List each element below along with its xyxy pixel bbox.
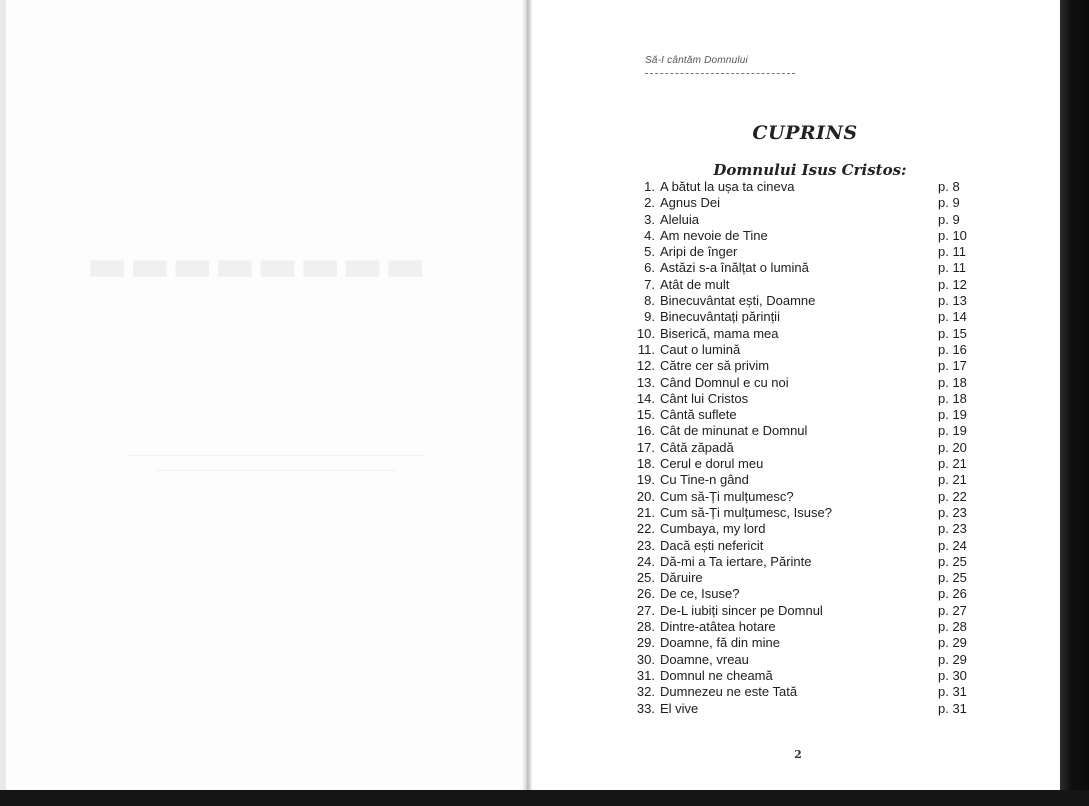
toc-entry-number: 16. xyxy=(636,423,655,439)
bleed-through-title: ▬▬▬▬▬▬▬▬ xyxy=(85,240,426,291)
toc-entry-title: Dăruire xyxy=(660,570,703,586)
toc-entry-number: 32. xyxy=(636,684,655,700)
toc-entry-title: Binecuvântat ești, Doamne xyxy=(660,293,816,309)
toc-entry-number: 5. xyxy=(644,244,655,260)
toc-entry xyxy=(630,586,990,602)
toc-entry xyxy=(630,326,990,342)
toc-entry-number: 25. xyxy=(636,570,655,586)
toc-entry-page: p. 13 xyxy=(938,293,967,309)
toc-entry-page: p. 30 xyxy=(938,667,967,683)
toc-entry-number: 7. xyxy=(644,276,655,292)
toc-entry-number: 22. xyxy=(636,521,655,537)
toc-entry-page: p. 15 xyxy=(938,325,967,341)
toc-entry xyxy=(630,456,990,472)
toc-entry-number: 3. xyxy=(644,211,655,227)
bleed-through-line xyxy=(126,455,426,456)
toc-entry-page: p. 29 xyxy=(938,635,967,651)
toc-entry xyxy=(630,179,990,195)
toc-entry xyxy=(630,619,990,635)
toc-entry-number: 31. xyxy=(636,667,655,683)
toc-entry-number: 9. xyxy=(644,309,655,325)
toc-entry-page: p. 25 xyxy=(938,553,967,569)
book-gutter xyxy=(522,0,532,790)
toc-entry xyxy=(630,342,990,358)
toc-entry-page: p. 10 xyxy=(938,227,967,243)
toc-entry-title: Atât de mult xyxy=(660,276,730,292)
toc-entry xyxy=(630,538,990,554)
toc-entry-number: 4. xyxy=(644,227,655,243)
toc-entry-title: Dă-mi a Ta iertare, Părinte xyxy=(660,553,812,569)
scanner-right-edge xyxy=(1060,0,1089,806)
toc-entry-title: Am nevoie de Tine xyxy=(660,227,768,243)
toc-entry-number: 33. xyxy=(636,700,655,716)
toc-entry-number: 29. xyxy=(636,635,655,651)
toc-entry xyxy=(630,391,990,407)
toc-entry-page: p. 29 xyxy=(938,651,967,667)
toc-entry-title: Dintre-atâtea hotare xyxy=(660,619,776,635)
running-head-rule xyxy=(645,73,795,74)
toc-entry-number: 21. xyxy=(636,504,655,520)
toc-entry-page: p. 18 xyxy=(938,390,967,406)
toc-entry-page: p. 11 xyxy=(938,244,966,260)
toc-entry xyxy=(630,603,990,619)
toc-entry xyxy=(630,668,990,684)
table-of-contents xyxy=(630,179,990,717)
toc-entry xyxy=(630,293,990,309)
toc-entry-number: 12. xyxy=(636,358,655,374)
toc-entry xyxy=(630,570,990,586)
toc-entry xyxy=(630,652,990,668)
toc-entry xyxy=(630,635,990,651)
toc-entry-page: p. 8 xyxy=(938,179,960,194)
toc-entry-number: 20. xyxy=(636,488,655,504)
running-head: Să-I cântăm Domnului xyxy=(645,55,748,66)
toc-entry-number: 19. xyxy=(636,472,655,488)
toc-entry-page: p. 11 xyxy=(938,260,966,276)
toc-entry xyxy=(630,260,990,276)
toc-entry-number: 24. xyxy=(636,553,655,569)
toc-entry xyxy=(630,244,990,260)
left-page xyxy=(6,0,524,790)
toc-entry-page: p. 17 xyxy=(938,358,967,374)
toc-entry-page: p. 20 xyxy=(938,439,967,455)
toc-entry xyxy=(630,472,990,488)
toc-entry-page: p. 21 xyxy=(938,472,967,488)
toc-entry-page: p. 19 xyxy=(938,423,967,439)
toc-entry xyxy=(630,358,990,374)
toc-entry xyxy=(630,309,990,325)
toc-entry xyxy=(630,407,990,423)
toc-entry-number: 23. xyxy=(636,537,655,553)
toc-entry-title: Cântă suflete xyxy=(660,407,737,423)
contents-title: CUPRINS xyxy=(752,122,858,144)
toc-entry-title: El vive xyxy=(660,700,699,716)
toc-entry-page: p. 24 xyxy=(938,537,967,553)
toc-entry-title: Cumbaya, my lord xyxy=(660,521,766,537)
toc-entry-title: Către cer să privim xyxy=(660,358,770,374)
toc-entry-page: p. 23 xyxy=(938,504,967,520)
toc-entry-number: 14. xyxy=(636,390,655,406)
toc-entry-page: p. 12 xyxy=(938,276,967,292)
toc-entry-number: 30. xyxy=(636,651,655,667)
toc-entry-number: 26. xyxy=(636,586,655,602)
toc-entry-title: A bătut la ușa ta cineva xyxy=(660,179,795,194)
toc-entry-title: Cât de minunat e Domnul xyxy=(660,423,808,439)
toc-entry-number: 28. xyxy=(636,619,655,635)
toc-entry-page: p. 9 xyxy=(938,195,960,211)
toc-entry xyxy=(630,440,990,456)
section-title: Domnului Isus Cristos: xyxy=(713,161,907,179)
toc-entry-title: Domnul ne cheamă xyxy=(660,667,773,683)
toc-entry-number: 10. xyxy=(636,325,655,341)
page-number: 2 xyxy=(794,748,802,761)
toc-entry-title: Binecuvântați părinții xyxy=(660,309,780,325)
toc-entry xyxy=(630,505,990,521)
toc-entry xyxy=(630,684,990,700)
toc-entry-title: Aleluia xyxy=(660,211,700,227)
toc-entry-page: p. 18 xyxy=(938,374,967,390)
toc-entry-title: Agnus Dei xyxy=(660,195,720,211)
toc-entry-page: p. 27 xyxy=(938,602,967,618)
toc-entry-number: 13. xyxy=(636,374,655,390)
toc-entry-number: 15. xyxy=(636,407,655,423)
toc-entry-page: p. 21 xyxy=(938,456,967,472)
toc-entry xyxy=(630,277,990,293)
toc-entry xyxy=(630,212,990,228)
toc-entry-page: p. 19 xyxy=(938,407,967,423)
toc-entry-page: p. 28 xyxy=(938,619,967,635)
toc-entry-page: p. 14 xyxy=(938,309,967,325)
toc-entry xyxy=(630,489,990,505)
toc-entry-title: Dumnezeu ne este Tată xyxy=(660,684,798,700)
toc-entry-title: Doamne, vreau xyxy=(660,651,749,667)
toc-entry-number: 17. xyxy=(636,439,655,455)
toc-entry-title: Caut o lumină xyxy=(660,341,741,357)
toc-entry-page: p. 22 xyxy=(938,488,967,504)
toc-entry-title: Astăzi s-a înălțat o lumină xyxy=(660,260,809,276)
toc-entry xyxy=(630,521,990,537)
toc-entry-title: Cum să-Ți mulțumesc, Isuse? xyxy=(660,504,832,520)
toc-entry-page: p. 31 xyxy=(938,684,967,700)
toc-entry xyxy=(630,423,990,439)
toc-entry-title: Aripi de înger xyxy=(660,244,738,260)
toc-entry-page: p. 16 xyxy=(938,341,967,357)
toc-entry-title: De-L iubiți sincer pe Domnul xyxy=(660,602,823,618)
toc-entry-title: Cu Tine-n gând xyxy=(660,472,749,488)
toc-entry-title: Cum să-Ți mulțumesc? xyxy=(660,488,794,504)
scanner-bottom-edge xyxy=(0,790,1089,806)
toc-entry-page: p. 31 xyxy=(938,700,967,716)
toc-entry-title: Cerul e dorul meu xyxy=(660,456,764,472)
toc-entry xyxy=(630,195,990,211)
toc-entry-page: p. 25 xyxy=(938,570,967,586)
toc-entry-number: 27. xyxy=(636,602,655,618)
toc-entry-title: Dacă ești nefericit xyxy=(660,537,764,553)
toc-entry-title: Când Domnul e cu noi xyxy=(660,374,789,390)
bleed-through-line xyxy=(156,470,396,471)
toc-entry-number: 8. xyxy=(644,293,655,309)
toc-entry-title: Câtă zăpadă xyxy=(660,439,734,455)
toc-entry-number: 1. xyxy=(644,179,655,194)
toc-entry-title: Biserică, mama mea xyxy=(660,325,779,341)
toc-entry-page: p. 23 xyxy=(938,521,967,537)
toc-entry-page: p. 9 xyxy=(938,211,960,227)
toc-entry-number: 11. xyxy=(637,341,655,357)
toc-entry-title: Cânt lui Cristos xyxy=(660,390,749,406)
toc-entry xyxy=(630,375,990,391)
toc-entry-page: p. 26 xyxy=(938,586,967,602)
toc-entry xyxy=(630,228,990,244)
toc-entry-number: 6. xyxy=(644,260,655,276)
toc-entry-number: 18. xyxy=(636,456,655,472)
toc-entry-title: Doamne, fă din mine xyxy=(660,635,780,651)
toc-entry xyxy=(630,701,990,717)
toc-entry-title: De ce, Isuse? xyxy=(660,586,740,602)
toc-entry-number: 2. xyxy=(644,195,655,211)
toc-entry xyxy=(630,554,990,570)
